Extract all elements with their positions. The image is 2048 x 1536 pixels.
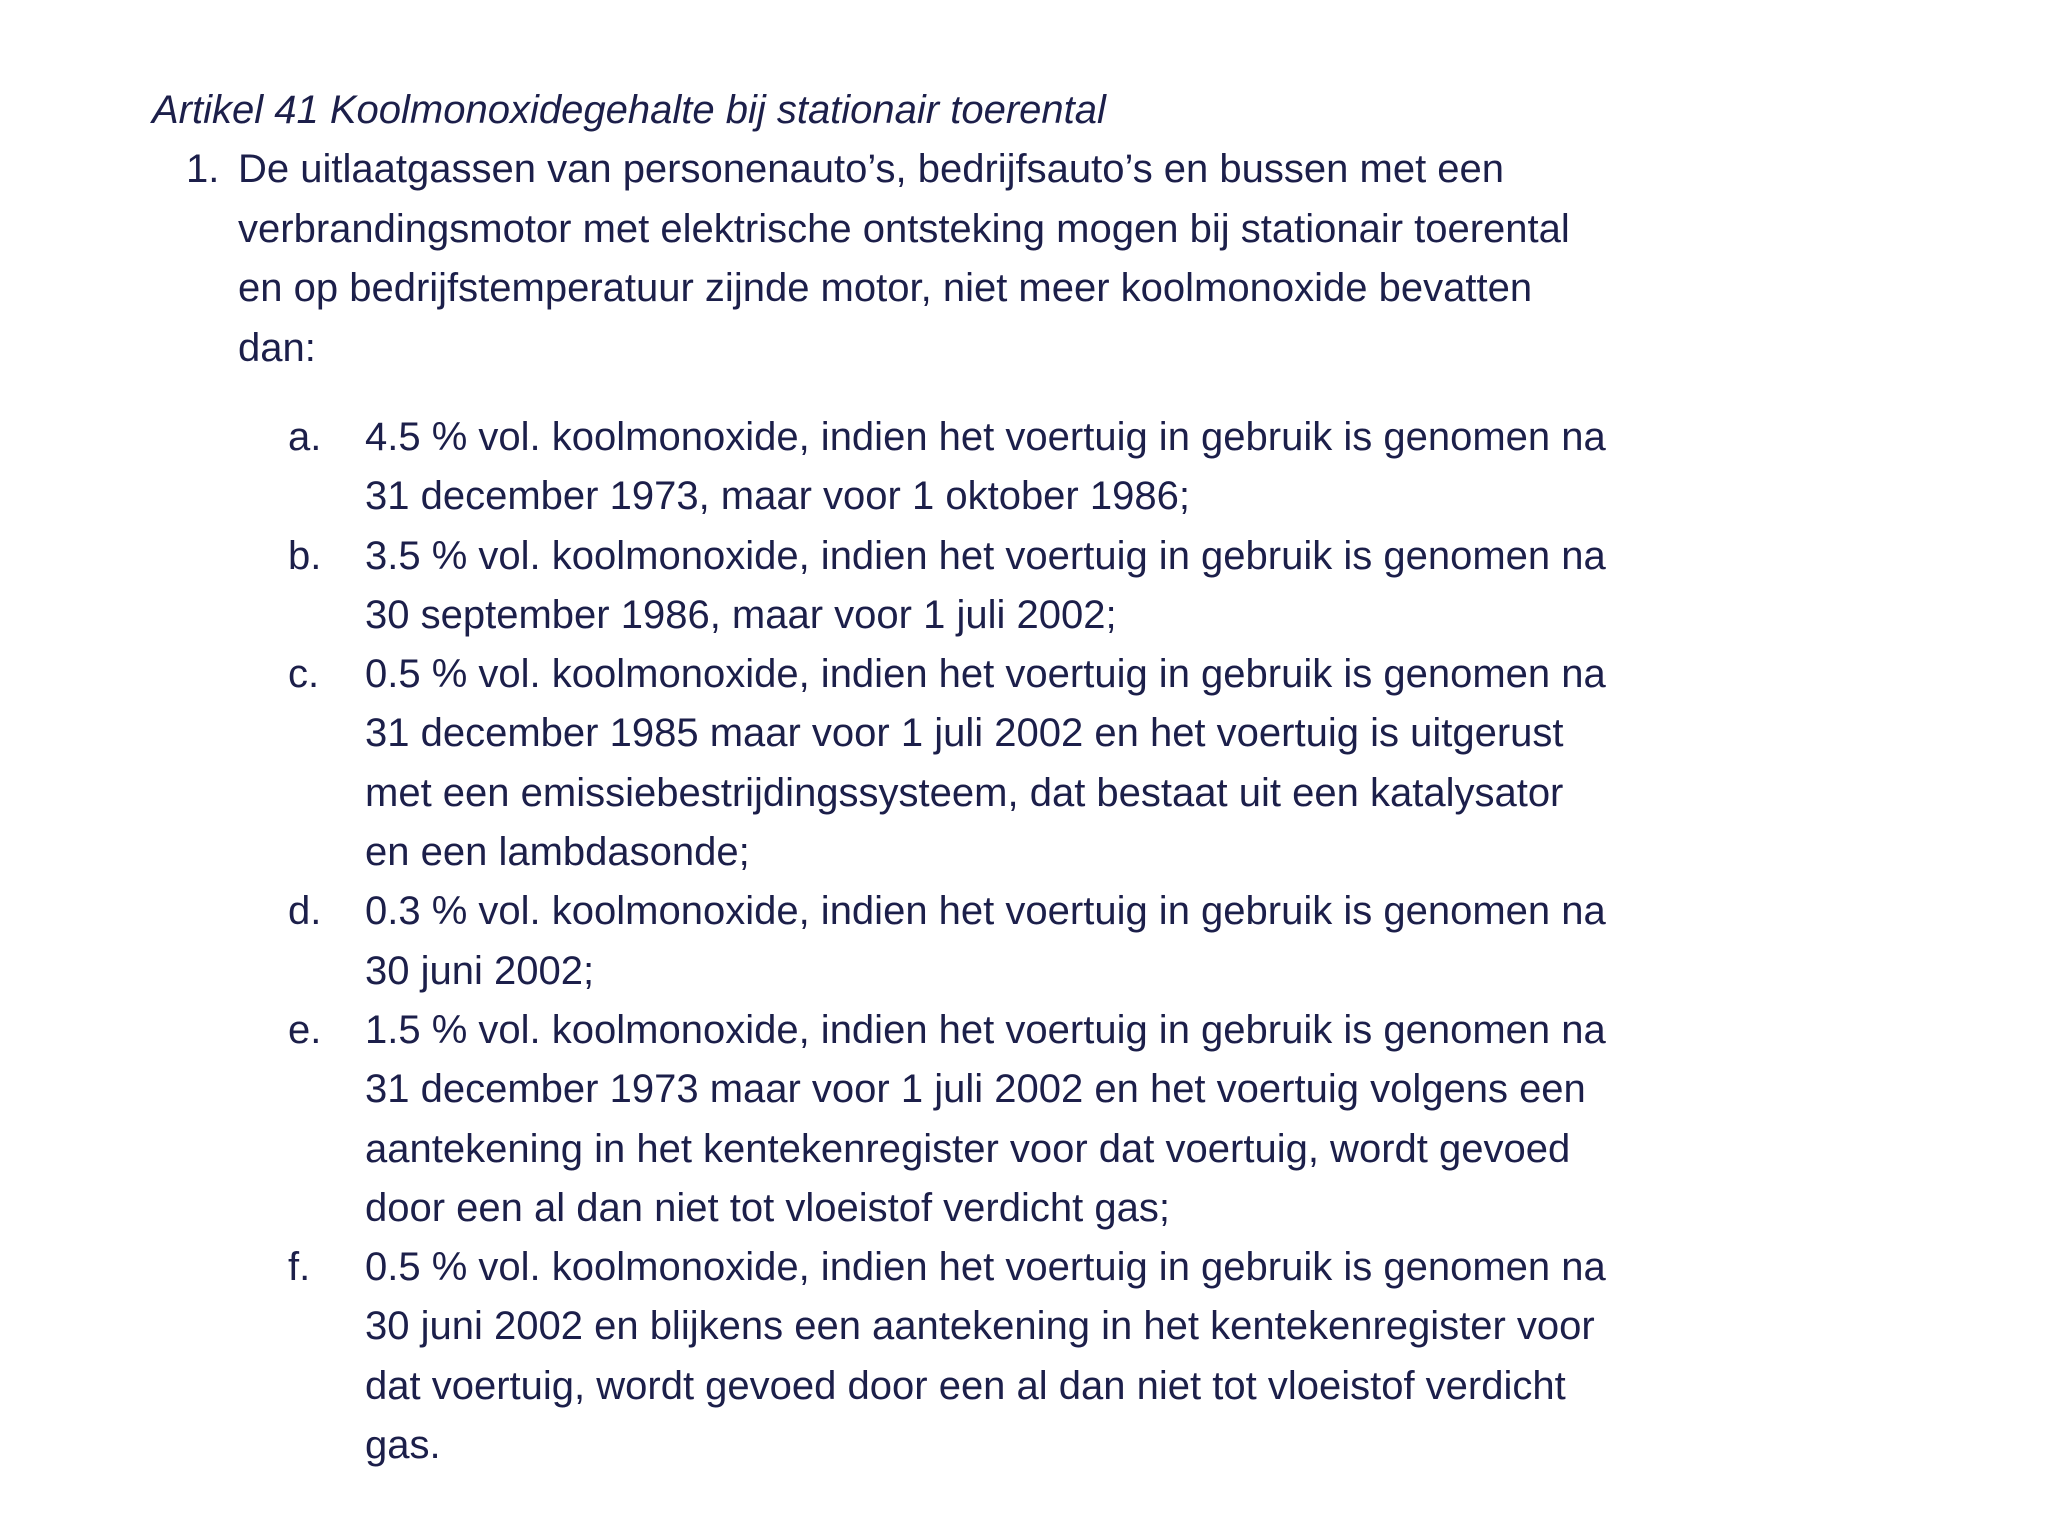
sub-item-text bbox=[365, 1001, 1705, 1238]
sub-item-e bbox=[152, 1001, 1712, 1238]
article-item-1 bbox=[152, 140, 1712, 378]
item-number: 1. bbox=[186, 147, 220, 191]
text-line: 31 december 1985 maar voor 1 juli 2002 en het voertuig is uitgerust bbox=[365, 711, 1564, 756]
text-line: De uitlaatgassen van personenauto’s, bedrijfsauto’s en bussen met een bbox=[238, 147, 1505, 191]
sub-item-label: b. bbox=[288, 533, 322, 578]
text-line: 30 juni 2002; bbox=[365, 948, 595, 993]
sub-item-f bbox=[152, 1238, 1712, 1475]
text-line: 0.5 % vol. koolmonoxide, indien het voertuig in gebruik is genomen na bbox=[365, 652, 1606, 697]
sub-item-text bbox=[365, 645, 1705, 882]
sub-item-c bbox=[152, 645, 1712, 882]
text-line: 31 december 1973 maar voor 1 juli 2002 en het voertuig volgens een bbox=[365, 1067, 1586, 1112]
text-line: door een al dan niet tot vloeistof verdicht gas; bbox=[365, 1185, 1170, 1230]
article-title: Artikel 41 Koolmonoxidegehalte bij stationair toerental bbox=[152, 88, 1106, 132]
sub-item-d bbox=[152, 882, 1712, 1001]
text-line: 0.3 % vol. koolmonoxide, indien het voertuig in gebruik is genomen na bbox=[365, 889, 1606, 934]
item-text bbox=[238, 140, 1638, 378]
sub-item-text bbox=[365, 1238, 1705, 1475]
text-line: 0.5 % vol. koolmonoxide, indien het voertuig in gebruik is genomen na bbox=[365, 1245, 1606, 1290]
text-line: gas. bbox=[365, 1423, 441, 1468]
sub-item-text bbox=[365, 408, 1705, 527]
sub-item-label: a. bbox=[288, 415, 322, 459]
text-line: dat voertuig, wordt gevoed door een al dan niet tot vloeistof verdicht bbox=[365, 1363, 1566, 1408]
text-line: aantekening in het kentekenregister voor dat voertuig, wordt gevoed bbox=[365, 1126, 1571, 1171]
text-line: dan: bbox=[238, 325, 316, 370]
sub-item-list bbox=[152, 408, 1712, 1475]
text-line: 30 september 1986, maar voor 1 juli 2002; bbox=[365, 592, 1117, 637]
text-line: 1.5 % vol. koolmonoxide, indien het voertuig in gebruik is genomen na bbox=[365, 1007, 1606, 1052]
article bbox=[152, 80, 1712, 1475]
sub-item-label: f. bbox=[288, 1245, 311, 1290]
sub-item-text bbox=[365, 882, 1705, 1001]
text-line: 4.5 % vol. koolmonoxide, indien het voertuig in gebruik is genomen na bbox=[365, 415, 1606, 459]
text-line: verbrandingsmotor met elektrische ontsteking mogen bij stationair toerental bbox=[238, 206, 1570, 251]
sub-item-label: c. bbox=[288, 652, 320, 697]
sub-item-b bbox=[152, 527, 1712, 646]
sub-item-text bbox=[365, 527, 1705, 646]
text-line: en een lambdasonde; bbox=[365, 830, 750, 875]
text-line: 31 december 1973, maar voor 1 oktober 1986; bbox=[365, 474, 1190, 519]
sub-item-label: e. bbox=[288, 1007, 322, 1052]
sub-item-label: d. bbox=[288, 889, 322, 934]
text-line: 3.5 % vol. koolmonoxide, indien het voertuig in gebruik is genomen na bbox=[365, 533, 1606, 578]
text-line: 30 juni 2002 en blijkens een aantekening in het kentekenregister voor bbox=[365, 1304, 1595, 1349]
text-line: met een emissiebestrijdingssysteem, dat bestaat uit een katalysator bbox=[365, 770, 1564, 815]
text-line: en op bedrijfstemperatuur zijnde motor, niet meer koolmonoxide bevatten bbox=[238, 266, 1533, 310]
sub-item-a bbox=[152, 408, 1712, 527]
